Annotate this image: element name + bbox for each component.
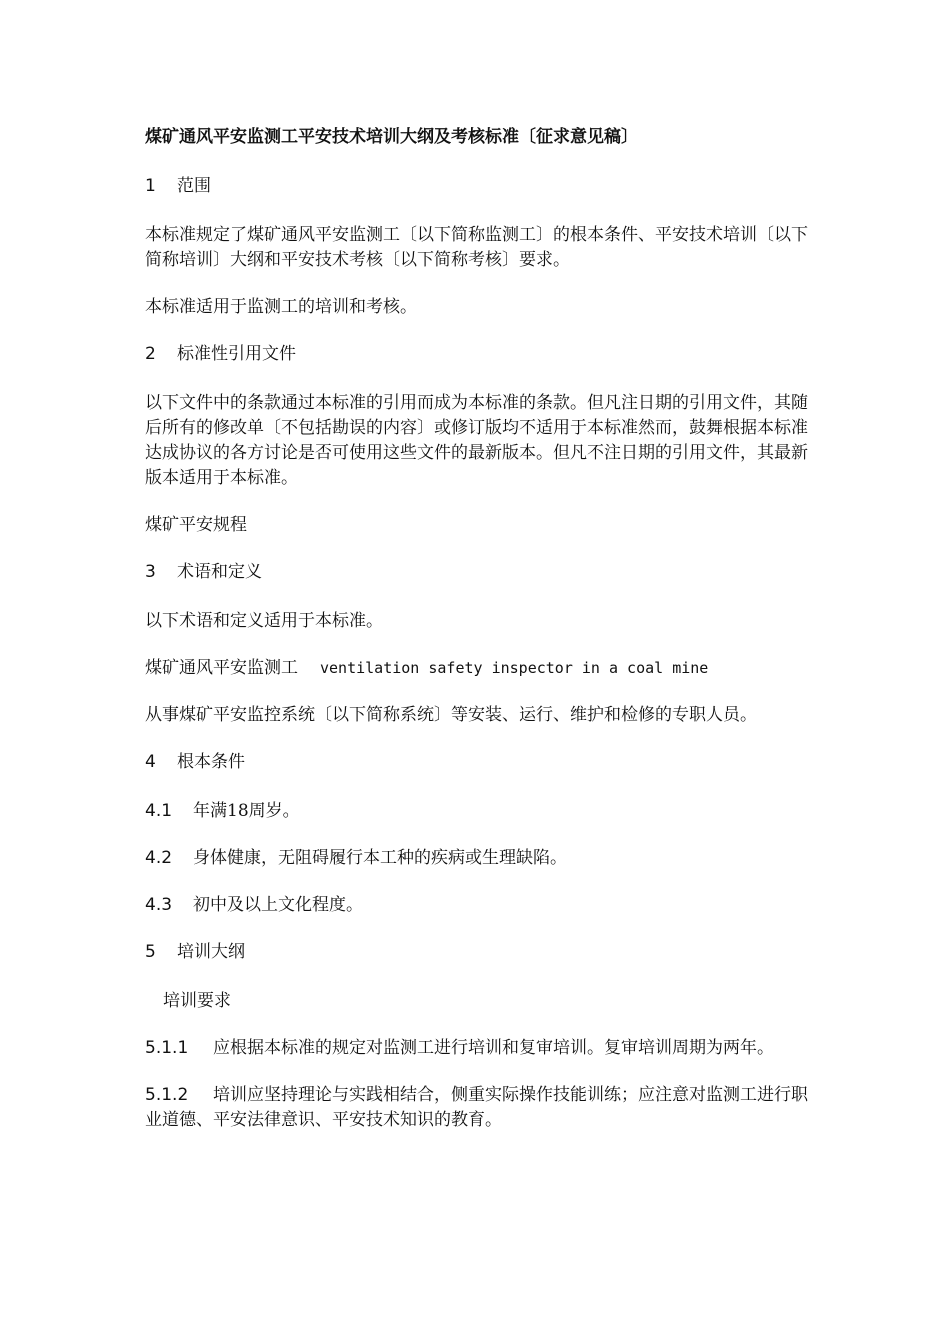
- clause-number: 5.1.1: [145, 1038, 189, 1058]
- section-title: 术语和定义: [177, 562, 262, 582]
- term-definition-line: [145, 656, 810, 681]
- clause-4-1: [145, 799, 810, 824]
- subsection-5-1-heading: 培训要求: [163, 991, 231, 1011]
- clause-number: 4.3: [145, 895, 173, 915]
- clause-text: 身体健康，无阻碍履行本工种的疾病或生理缺陷。: [193, 848, 567, 868]
- term-chinese: 煤矿通风平安监测工: [145, 658, 298, 678]
- paragraph-references: 以下文件中的条款通过本标准的引用而成为本标准的条款。但凡注日期的引用文件，其随后所有的修改单〔不包括勘误的内容〕或修订版均不适用于本标准然而，鼓舞根据本标准达成协议的各方讨论是否可使用这些文件的最新版本。但凡不注日期的引用文件，其最新版本适用于本标准。: [145, 393, 808, 488]
- section-title: 范围: [177, 176, 211, 196]
- document-title: 煤矿通风平安监测工平安技术培训大纲及考核标准〔征求意见稿〕: [145, 127, 638, 147]
- section-number: 2: [145, 344, 156, 364]
- paragraph-term-definition: 从事煤矿平安监控系统〔以下简称系统〕等安装、运行、维护和检修的专职人员。: [145, 705, 757, 725]
- section-3-heading: [145, 560, 810, 585]
- paragraph-reference-doc: 煤矿平安规程: [145, 515, 247, 535]
- section-1-heading: [145, 174, 810, 199]
- section-2-heading: [145, 342, 810, 367]
- clause-5-1-2: [145, 1083, 810, 1133]
- section-number: 5: [145, 942, 156, 962]
- section-number: 4: [145, 752, 156, 772]
- paragraph-scope: 本标准规定了煤矿通风平安监测工〔以下简称监测工〕的根本条件、平安技术培训〔以下简称培训〕大纲和平安技术考核〔以下简称考核〕要求。: [145, 225, 808, 270]
- paragraph-applicability: 本标准适用于监测工的培训和考核。: [145, 297, 417, 317]
- clause-text: 培训应坚持理论与实践相结合，侧重实际操作技能训练；应注意对监测工进行职业道德、平安法律意识、平安技术知识的教育。: [145, 1085, 808, 1130]
- section-title: 根本条件: [177, 752, 245, 772]
- document-body: [145, 124, 810, 1155]
- section-number: 3: [145, 562, 156, 582]
- term-english: ventilation safety inspector in a coal mine: [320, 659, 709, 677]
- section-number: 1: [145, 176, 156, 196]
- clause-text: 年满18周岁。: [193, 801, 300, 821]
- section-title: 培训大纲: [177, 942, 245, 962]
- clause-text: 初中及以上文化程度。: [193, 895, 363, 915]
- paragraph-terms-intro: 以下术语和定义适用于本标准。: [145, 611, 383, 631]
- clause-4-2: [145, 846, 810, 871]
- clause-number: 5.1.2: [145, 1085, 189, 1105]
- clause-number: 4.2: [145, 848, 173, 868]
- clause-4-3: [145, 893, 810, 918]
- clause-5-1-1: [145, 1036, 810, 1061]
- clause-text: 应根据本标准的规定对监测工进行培训和复审培训。复审培训周期为两年。: [213, 1038, 774, 1058]
- section-4-heading: [145, 750, 810, 775]
- section-title: 标准性引用文件: [177, 344, 296, 364]
- section-5-heading: [145, 940, 810, 965]
- clause-number: 4.1: [145, 801, 173, 821]
